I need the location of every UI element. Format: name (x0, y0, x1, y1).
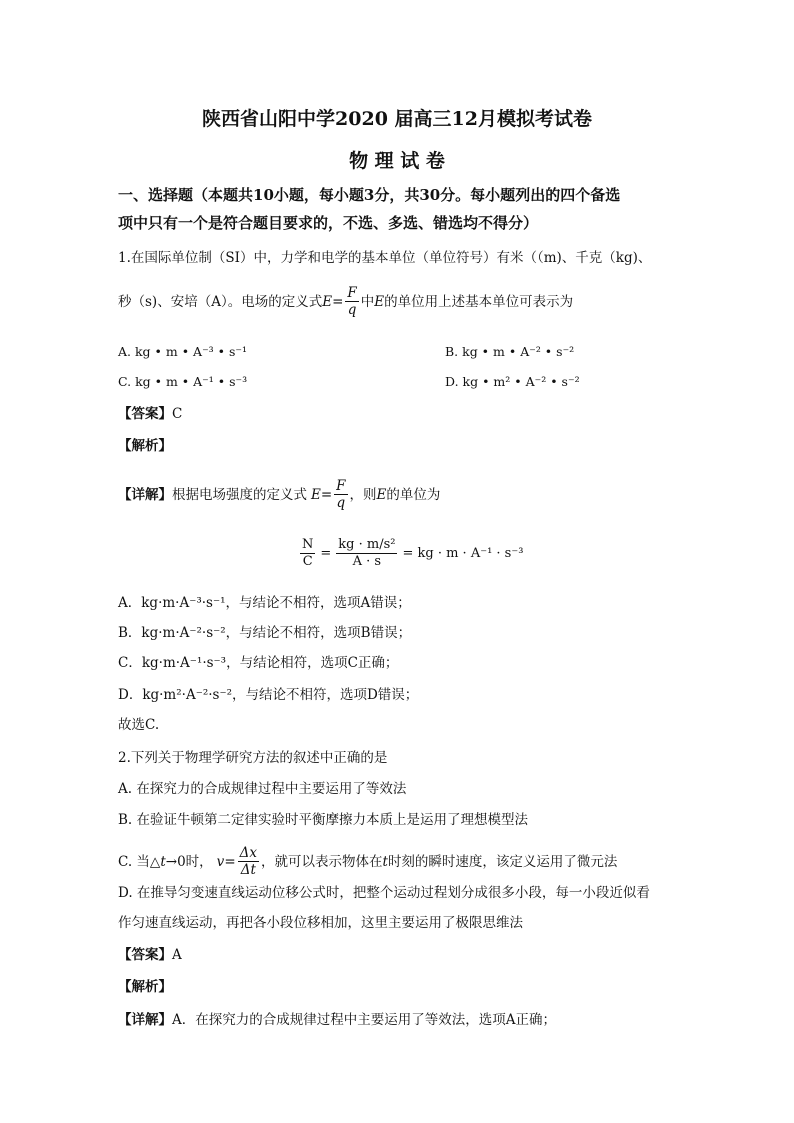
q1-detail-post: ，则 (349, 486, 377, 503)
formula-fraction-units (336, 537, 397, 570)
q1-option-c: C. kg • m • A⁻¹ • s⁻³ (118, 374, 248, 389)
q1-stem-end: 的单位用上述基本单位可表示为 (384, 293, 574, 310)
page-subtitle: 物 理 试 卷 (349, 150, 445, 172)
q1-detail-equals: = (320, 486, 333, 503)
q1-equals: = (332, 293, 344, 310)
q2-option-c-v: v (216, 853, 225, 870)
q1-detail-fraction-denominator: q (336, 495, 346, 511)
q2-detail-text: A．在探究力的合成规律过程中主要运用了等效法，选项A正确； (172, 1012, 556, 1028)
q2-detail-line (118, 1011, 556, 1029)
q2-analysis-tag: 【解析】 (118, 979, 172, 995)
q1-detail-fraction-numerator: F (336, 478, 346, 494)
q2-option-c-prefix: C. 当△ (118, 853, 161, 870)
q1-answer (118, 405, 182, 423)
q1-stem-middle: 中 (360, 293, 375, 310)
q1-answer-tag: 【答案】 (118, 406, 172, 422)
q2-option-c-post: ，就可以表示物体在 (261, 853, 383, 870)
formula-units-denominator: A · s (352, 554, 382, 569)
q1-detail-d: D．kg·m²·A⁻²·s⁻²，与结论不相符，选项D错误； (118, 687, 419, 703)
formula-c: C (302, 554, 313, 569)
q1-detail-c: C．kg·m·A⁻¹·s⁻³，与结论相符，选项C正确； (118, 655, 399, 671)
q1-detail-fraction (334, 478, 347, 511)
q2-option-d-line-1: D. 在推导匀变速直线运动位移公式时，把整个运动过程划分成很多小段，每一小段近似看 (118, 885, 650, 901)
q2-option-c-mid: →0时， (165, 853, 213, 870)
q1-fraction-f-over-q (345, 285, 358, 318)
q1-symbol-e-2: E (374, 293, 385, 310)
q1-detail-text: 根据电场强度的定义式 (172, 486, 307, 503)
q1-fraction-denominator: q (347, 302, 357, 318)
q1-symbol-e: E (322, 293, 333, 310)
page-title: 陕西省山阳中学2020 届高三12月模拟考试卷 (202, 108, 592, 130)
q1-conclusion: 故选C. (118, 717, 160, 733)
q1-stem-text: 秒（s)、安培（A）。电场的定义式 (118, 293, 323, 310)
q2-option-a: A. 在探究力的合成规律过程中主要运用了等效法 (118, 781, 407, 797)
q2-option-c-fraction (238, 845, 259, 878)
q1-analysis-tag: 【解析】 (118, 438, 172, 454)
q1-detail-symbol-e: E (311, 486, 321, 503)
q2-answer-value: A (172, 947, 182, 963)
q1-stem-line-1: 1.在国际单位制（SI）中，力学和电学的基本单位（单位符号）有米（（m)、千克（kg)、 (118, 250, 652, 266)
q2-option-c-numerator: Δx (239, 845, 257, 861)
q1-answer-value: C (172, 406, 183, 422)
q1-detail-end: 的单位为 (386, 486, 441, 503)
q1-unit-formula (298, 537, 526, 570)
q2-option-c-t: t (160, 853, 166, 870)
q2-option-c (118, 845, 617, 878)
q2-option-c-denominator: Δt (240, 862, 256, 878)
q1-stem-line-2 (118, 285, 573, 318)
q2-option-c-equals: = (224, 853, 236, 870)
q2-option-c-post-2: 时刻的瞬时速度，该定义运用了微元法 (387, 853, 618, 870)
formula-units-numerator: kg · m/s² (338, 537, 396, 552)
q2-answer (118, 946, 182, 964)
q1-detail-symbol-e-2: E (376, 486, 387, 503)
q2-option-b: B. 在验证牛顿第二定律实验时平衡摩擦力本质上是运用了理想模型法 (118, 812, 529, 828)
q2-option-d-line-2: 作匀速直线运动，再把各小段位移相加，这里主要运用了极限思维法 (118, 915, 523, 931)
q1-option-b: B. kg • m • A⁻² • s⁻² (445, 344, 575, 359)
q2-answer-tag: 【答案】 (118, 947, 172, 963)
q1-detail-b: B．kg·m·A⁻²·s⁻²，与结论不相符，选项B错误； (118, 625, 412, 641)
formula-equals: = (320, 546, 332, 561)
q1-detail-tag: 【详解】 (118, 486, 172, 503)
q2-option-c-t-2: t (382, 853, 388, 870)
q1-option-a: A. kg • m • A⁻³ • s⁻¹ (118, 344, 248, 359)
q2-detail-tag: 【详解】 (118, 1012, 172, 1028)
section-heading-line-2: 项中只有一个是符合题目要求的，不选、多选、错选均不得分） (118, 214, 539, 232)
q1-detail-a: A．kg·m·A⁻³·s⁻¹，与结论不相符，选项A错误； (118, 595, 411, 611)
q1-option-d: D. kg • m² • A⁻² • s⁻² (445, 374, 580, 389)
formula-rhs: = kg · m · A⁻¹ · s⁻³ (402, 546, 524, 561)
formula-n: N (302, 537, 314, 552)
formula-fraction-n-over-c (300, 537, 315, 570)
q1-detail-line (118, 478, 440, 511)
q1-fraction-numerator: F (347, 285, 357, 301)
section-heading-line-1: 一、选择题（本题共10小题，每小题3分，共30分。每小题列出的四个备选 (118, 186, 621, 204)
q2-stem: 2.下列关于物理学研究方法的叙述中正确的是 (118, 750, 388, 766)
